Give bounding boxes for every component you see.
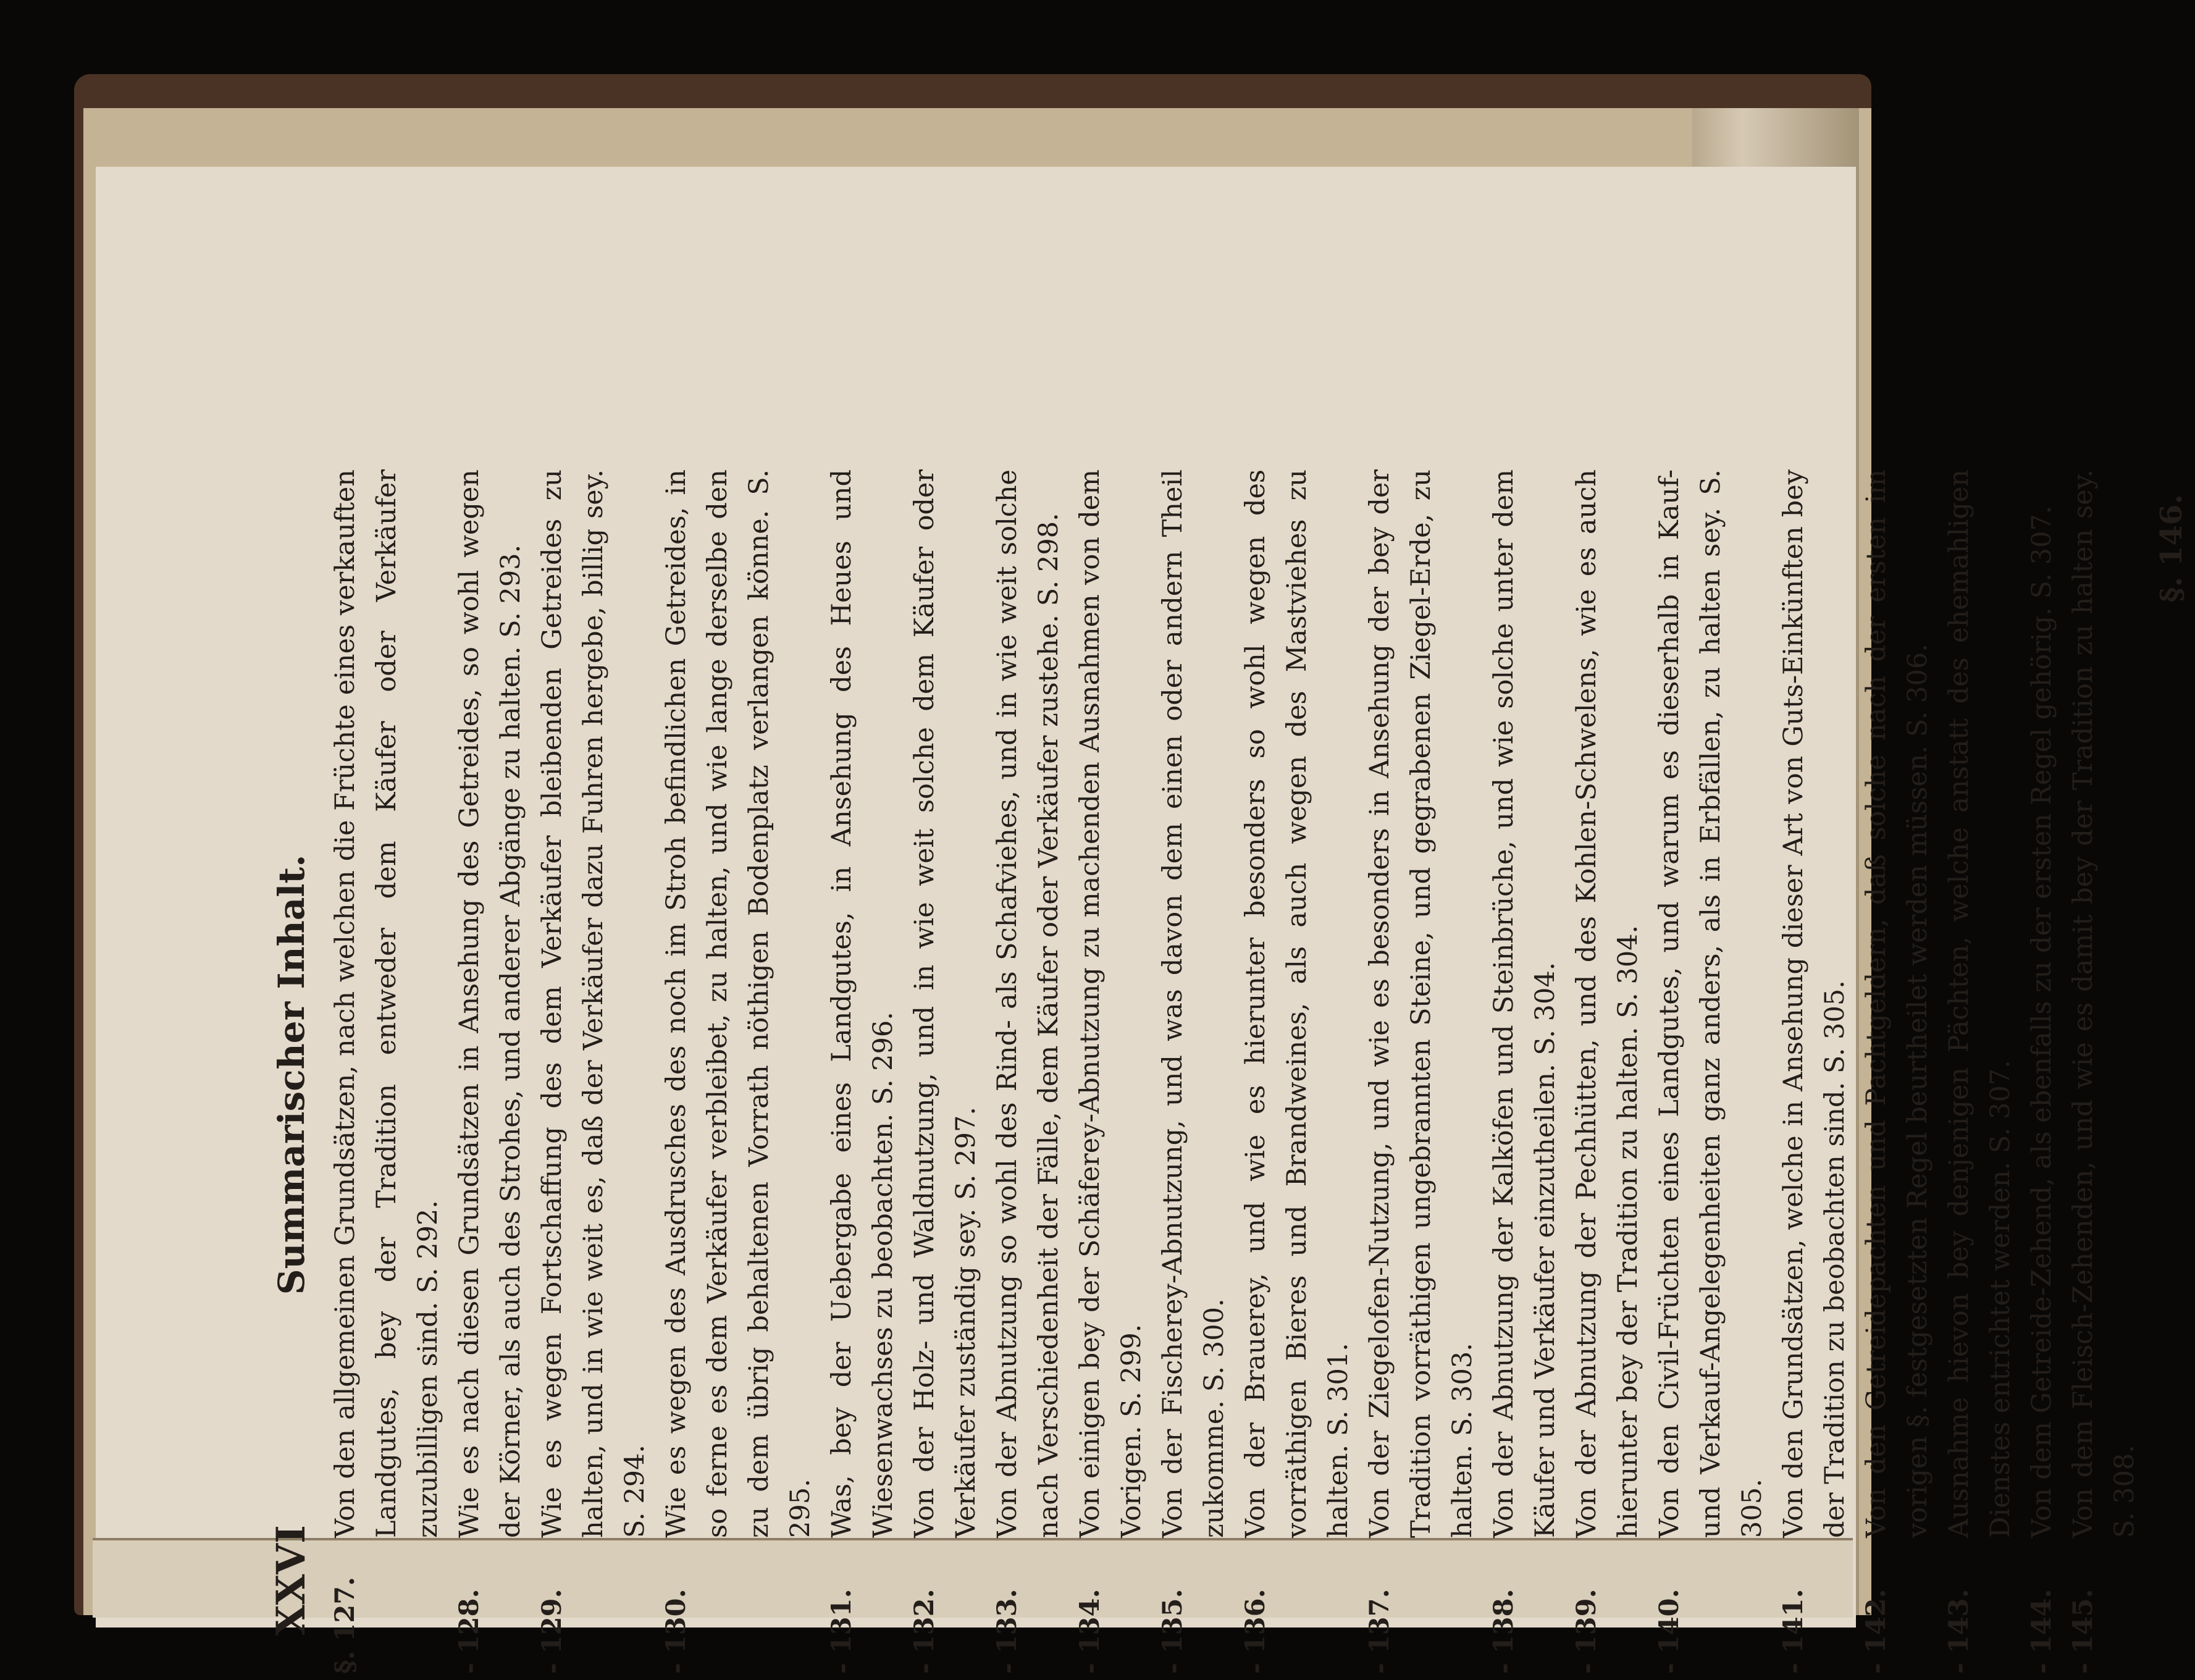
entry-text: Wie es wegen Fortschaffung des dem Verkäufer bleibenden Getreides zu halten, und in wie weit es, daß der Verkäufer dazu Fuhren hergebe, billig sey. S. 294. — [537, 469, 650, 1538]
entry-text: Von den Grundsätzen, welche in Ansehung dieser Art von Guts-Einkünften bey der Tradition zu beobachten sind. S. 305. — [1778, 469, 1850, 1538]
entry-marker: - 144. — [2026, 1589, 2057, 1674]
list-item — [1566, 469, 1649, 1680]
entry-marker: - 137. — [1364, 1589, 1395, 1674]
list-item — [1856, 469, 1939, 1680]
page-number: XXVI — [268, 1525, 314, 1636]
entry-text: Von der Brauerey, und wie es hierunter besonders so wohl wegen des vorräthigen Bieres und Brandweines, als auch wegen des Mastviehes zu halten. S. 301. — [1240, 469, 1354, 1538]
entry-text: Von den Getreidepachten und Pachtgeldern, daß solche nach der ersten im vorigen §. festgesetzten Regel beurtheilet werden müssen. S. 306. — [1861, 469, 1933, 1538]
list-item — [1070, 469, 1152, 1680]
entry-text: Was, bey der Uebergabe eines Landgutes, in Ansehung des Heues und Wiesenwachses zu beobachten. S. 296. — [826, 469, 899, 1538]
entry-text: Von dem Fleisch-Zehenden, und wie es damit bey der Tradition zu halten sey. S. 308. — [2068, 469, 2140, 1538]
entry-marker: - 138. — [1488, 1589, 1519, 1674]
list-item — [1152, 469, 1235, 1680]
entry-text: Von einigen bey der Schäferey-Abnutzung zu machenden Ausnahmen von dem Vorigen. S. 299. — [1075, 469, 1147, 1538]
entry-list — [325, 469, 2146, 1680]
list-item — [2021, 469, 2063, 1680]
entry-text: Von den Civil-Früchten eines Landgutes, und warum es dieserhalb in Kauf- und Verkauf-Angelegenheiten ganz anders, als in Erbfällen, zu halten sey. S. 305. — [1654, 469, 1768, 1538]
entry-text: Wie es wegen des Ausdrusches des noch im Stroh befindlichen Getreides, in so ferne es dem Verkäufer verbleibet, zu halten, und wie lange derselbe den zu dem übrig behaltenen Vorrath nöthigen Bodenplatz verlangen könne. S. 295. — [661, 469, 816, 1538]
entry-marker: - 133. — [992, 1589, 1023, 1674]
list-item — [2063, 469, 2146, 1680]
rotated-text-block — [266, 469, 2189, 1680]
entry-text: Wie es nach diesen Grundsätzen in Ansehung des Getreides, so wohl wegen der Körner, als auch des Strohes, und anderer Abgänge zu halten. S. 293. — [454, 469, 526, 1538]
entry-text: Von der Abnutzung der Kalköfen und Steinbrüche, und wie solche unter dem Käufer und Verkäufer einzutheilen. S. 304. — [1488, 469, 1561, 1538]
list-item — [1939, 469, 2021, 1680]
entry-text: Von dem Getreide-Zehend, als ebenfalls zu der ersten Regel gehörig. S. 307. — [2026, 505, 2057, 1538]
page-header — [266, 469, 325, 1680]
entry-marker: - 134. — [1075, 1589, 1106, 1674]
entry-marker: - 128. — [454, 1589, 485, 1674]
page-footer — [2146, 469, 2195, 1680]
list-item — [821, 469, 904, 1680]
list-item — [532, 469, 656, 1680]
list-item — [325, 469, 449, 1680]
entry-marker: - 131. — [826, 1589, 857, 1674]
text-area — [266, 272, 2189, 1674]
entry-text: Von der Ziegelofen-Nutzung, und wie es besonders in Ansehung der bey der Tradition vorräthigen ungebrannten Steine, und gegrabenen Ziegel-Erde, zu halten. S. 303. — [1364, 469, 1478, 1538]
catchword: §. 146. — [2154, 494, 2189, 603]
entry-marker: - 135. — [1157, 1589, 1188, 1674]
entry-text: Ausnahme hievon bey denjenigen Pächten, welche anstatt des ehemahligen Dienstes entrichtet werden. S. 307. — [1944, 469, 2016, 1538]
entry-marker: - 142. — [1861, 1589, 1892, 1674]
list-item — [1773, 469, 1856, 1680]
entry-marker: - 139. — [1571, 1589, 1602, 1674]
entry-text: Von der Abnutzung so wohl des Rind- als Schafviehes, und in wie weit solche nach Verschiedenheit der Fälle, dem Käufer oder Verkäufer zustehe. S. 298. — [992, 469, 1064, 1538]
entry-marker: - 136. — [1240, 1589, 1271, 1674]
list-item — [987, 469, 1070, 1680]
list-item — [656, 469, 821, 1680]
entry-text: Von der Abnutzung der Pechhütten, und des Kohlen-Schwelens, wie es auch hierunter bey der Tradition zu halten. S. 304. — [1571, 469, 1643, 1538]
entry-text: Von den allgemeinen Grundsätzen, nach welchen die Früchte eines verkauften Landgutes, bey der Tradition entweder dem Käufer oder Verkäufer zuzubilligen sind. S. 292. — [330, 469, 443, 1538]
entry-text: Von der Holz- und Waldnutzung, und in wie weit solche dem Käufer oder Verkäufer zuständig sey. S. 297. — [909, 469, 981, 1538]
list-item — [1484, 469, 1566, 1680]
entry-marker: - 132. — [909, 1589, 940, 1674]
entry-marker: - 129. — [537, 1589, 568, 1674]
entry-marker: §. 127. — [330, 1576, 361, 1674]
entry-marker: - 143. — [1944, 1589, 1975, 1674]
list-item — [449, 469, 532, 1680]
entry-text: Von der Fischerey-Abnutzung, und was davon dem einen oder andern Theil zukomme. S. 300. — [1157, 469, 1230, 1538]
entry-marker: - 130. — [661, 1589, 692, 1674]
list-item — [904, 469, 987, 1680]
list-item — [1649, 469, 1773, 1680]
entry-marker: - 140. — [1654, 1589, 1685, 1674]
entry-marker: - 141. — [1778, 1589, 1809, 1674]
entry-marker: - 145. — [2068, 1589, 2099, 1674]
list-item — [1359, 469, 1484, 1680]
list-item — [1235, 469, 1359, 1680]
page-title: Summarischer Inhalt. — [271, 854, 313, 1295]
